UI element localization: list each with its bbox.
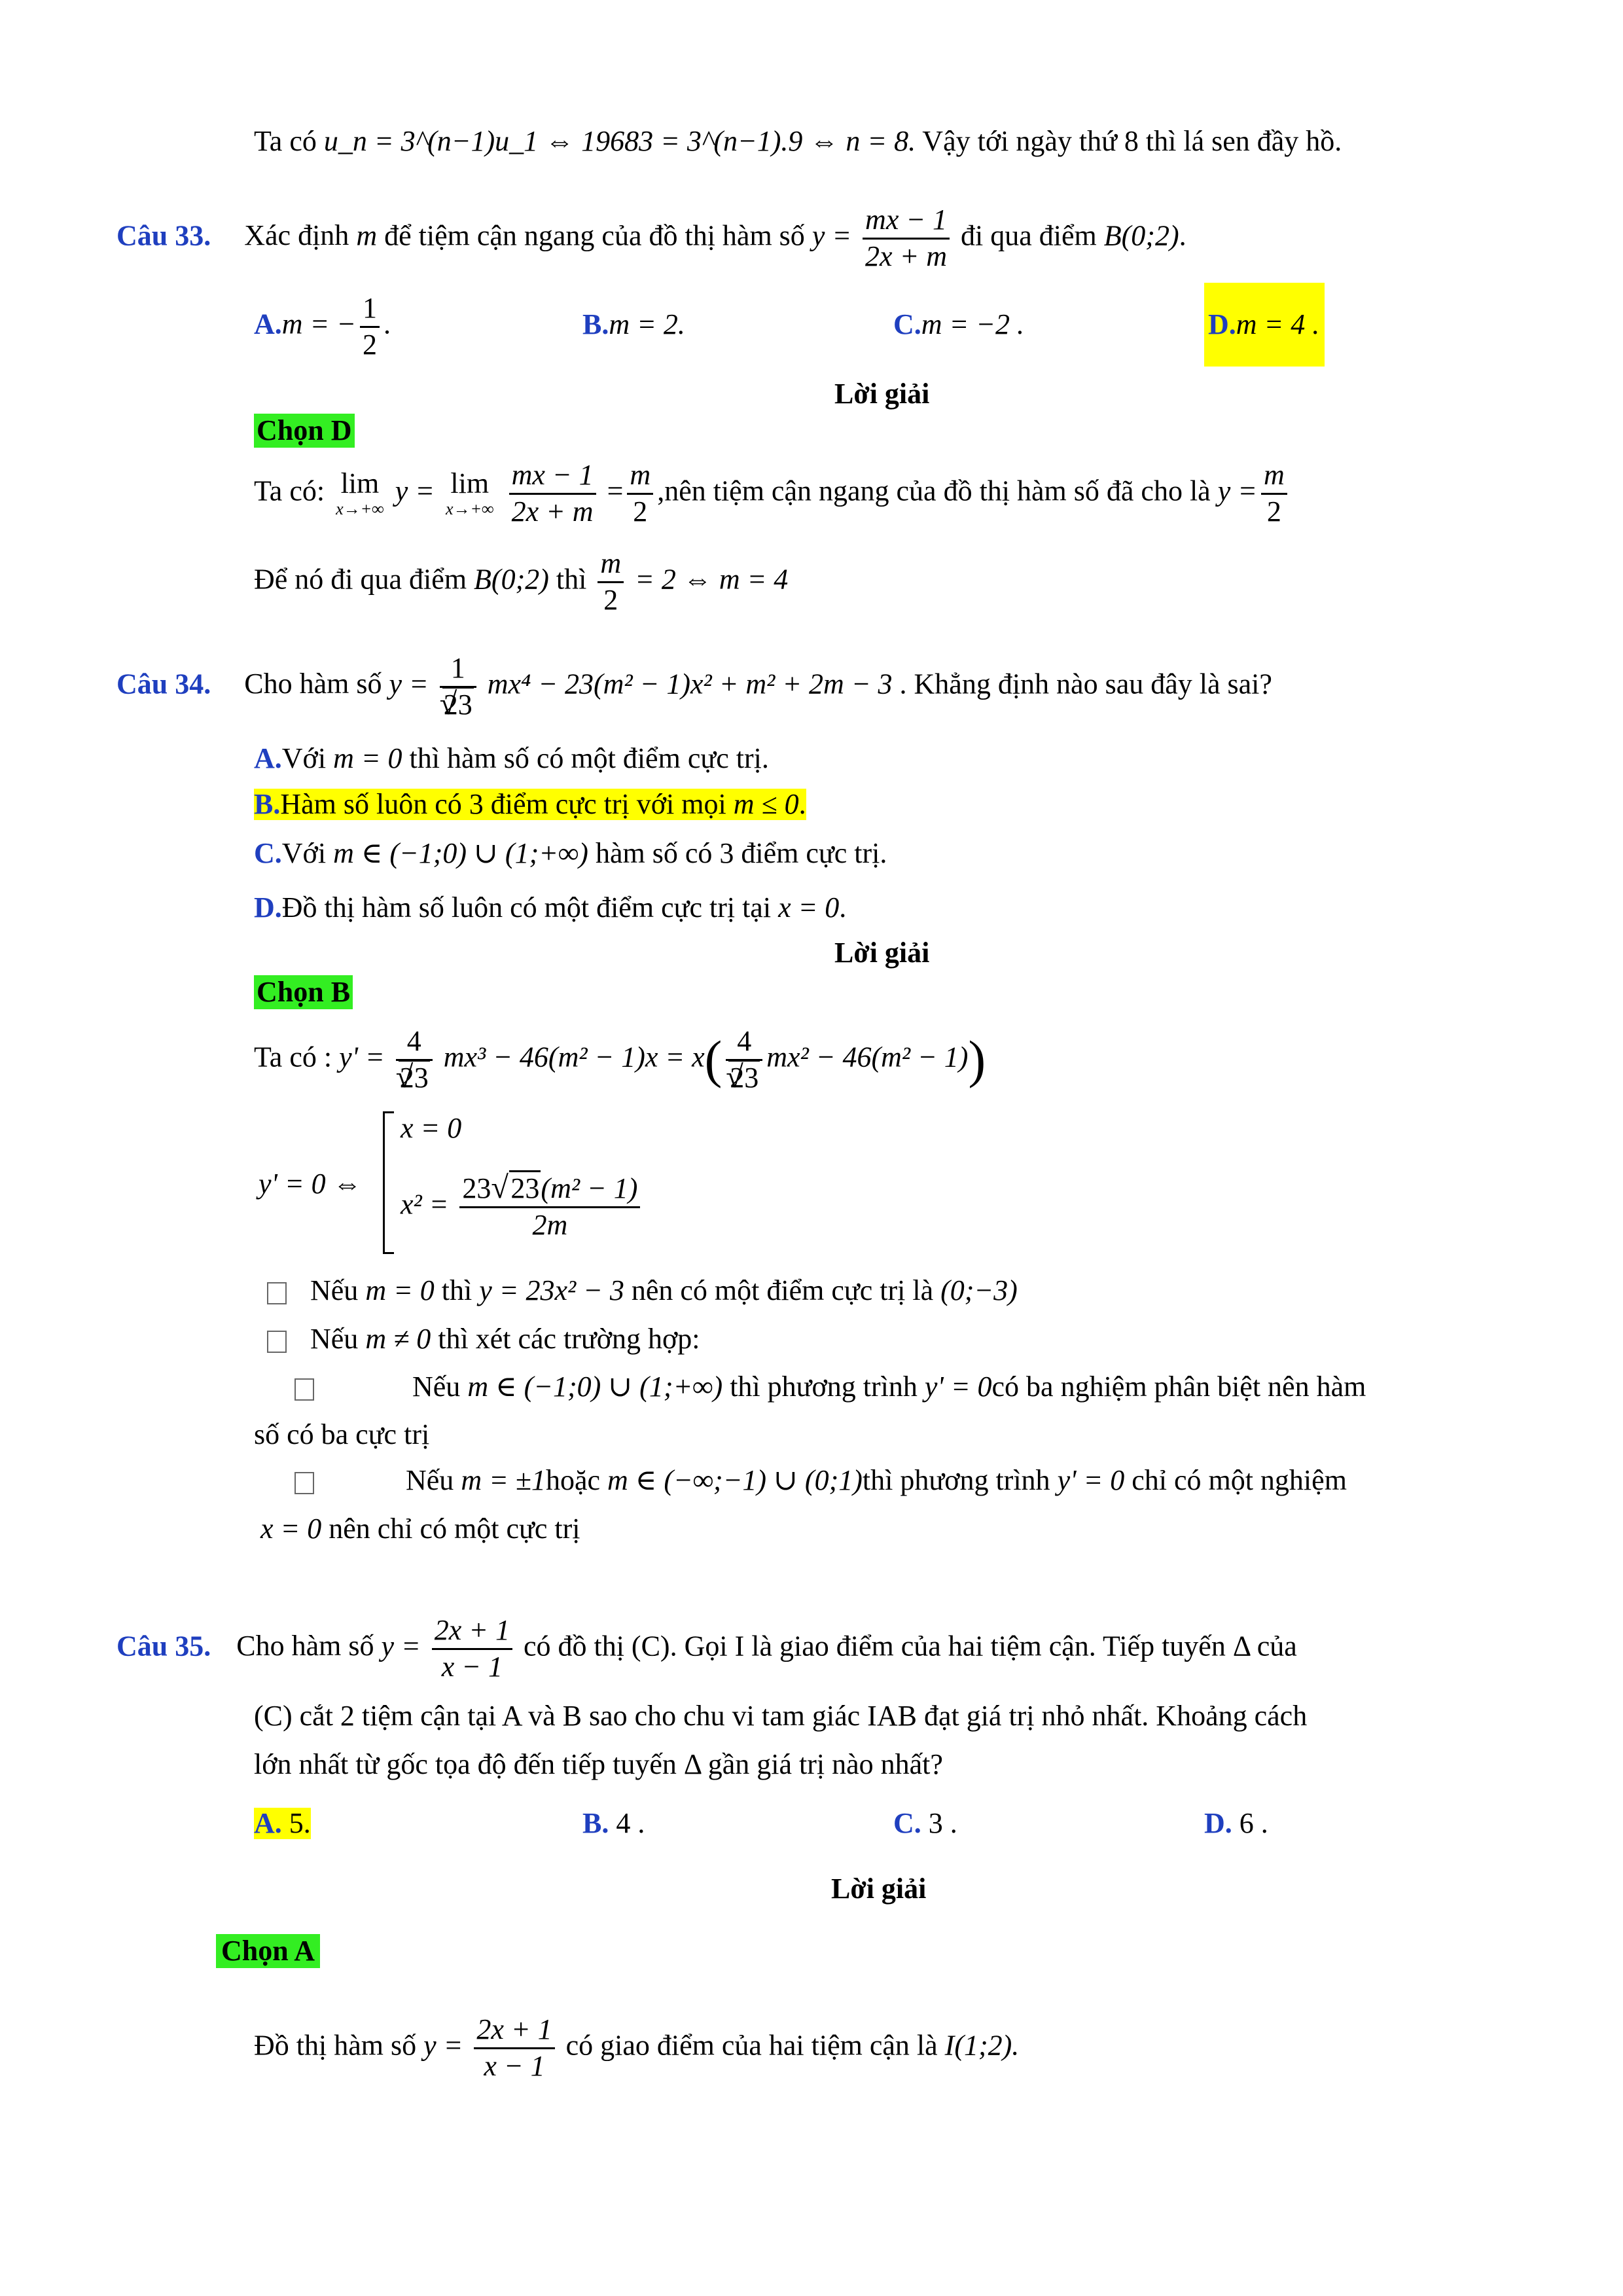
q34-sub1-continuation: số có ba cực trị: [254, 1418, 430, 1450]
q35-option-b: [582, 1808, 645, 1839]
q33-sol-text: ,nên tiệm cận ngang của đồ thị hàm số đã cho là: [657, 475, 1211, 507]
q34-yprime-zero: y' = 0 ⇔: [259, 1168, 362, 1200]
q35-solution-line: Đồ thị hàm số y = $\frac{2x + 1}{x - 1}$ có giao điểm của hai tiệm cận là I(1;2).: [254, 2013, 1019, 2084]
q34-case2: [267, 1323, 700, 1355]
q34-case1-tail: nên có một điểm cực trị là: [631, 1274, 934, 1306]
q33-label: Câu 33.: [116, 219, 211, 252]
q35-option-b-value: 4 .: [616, 1807, 645, 1839]
q34-sub2-tail: thì phương trình: [862, 1464, 1050, 1496]
q33-option-a-expr: m = −: [281, 308, 356, 340]
q35-line1-tail: có đồ thị (C). Gọi I là giao điểm của hai tiệm cận. Tiếp tuyến Δ của: [523, 1630, 1297, 1662]
q33-option-c-expr: m = −2 .: [921, 308, 1024, 340]
q34-option-c-tail: hàm số có 3 điểm cực trị.: [595, 837, 887, 869]
intro-prefix: Ta có: [254, 125, 317, 157]
q35-text-before: Cho hàm số: [236, 1630, 374, 1662]
q34-option-b-text: Hàm số luôn có 3 điểm cực trị với mọi: [280, 788, 726, 820]
q33-solution-line2: Để nó đi qua điểm B(0;2) thì $\frac{m}{2}$ = 2 ⇔ m = 4: [254, 547, 789, 616]
q35-func-num: 2x + 1: [432, 1613, 512, 1650]
q34-solution-title: Lời giải: [834, 937, 930, 969]
q34-case1: [267, 1275, 1018, 1306]
intro-tail: Vậy tới ngày thứ 8 thì lá sen đầy hồ.: [922, 125, 1342, 157]
q33-solution-line1: Ta có: lim x→+∞ y = lim x→+∞ $\frac{mx - 1}{2x + m}$ = $\frac{m}{2}$ ,nên tiệm cận ngang của đồ thị hàm số đã cho là y = $\frac{m}{2}$: [254, 458, 1291, 529]
q33-function-fraction: [863, 203, 950, 274]
q34-choice-badge: Chọn B: [254, 975, 353, 1009]
q33-option-a-letter: A.: [254, 308, 282, 340]
q34-sub2-continuation: [260, 1513, 580, 1545]
q34-sub2-mid: hoặc: [545, 1464, 600, 1496]
q33-text-mid: để tiệm cận ngang của đồ thị hàm số: [384, 219, 805, 252]
q35-sol-prefix: Đồ thị hàm số: [254, 2029, 417, 2062]
q35-option-c-value: 3 .: [928, 1807, 957, 1839]
q34-text-after: . Khẳng định nào sau đây là sai?: [899, 668, 1272, 700]
q33-solution-title: Lời giải: [834, 378, 930, 410]
q34-system-bracket: [383, 1111, 394, 1254]
q33-func-num: mx − 1: [863, 203, 950, 240]
q34-root-x2: x² = $\frac{\text{23√ 23(m² − 1)}}{2m}$: [401, 1172, 644, 1243]
q34-option-a-text: Với: [281, 742, 327, 774]
q34-sub2-end: chỉ có một nghiệm: [1132, 1464, 1347, 1496]
q34-option-b-expr: m ≤ 0: [733, 788, 799, 820]
q34-root-x0: x = 0: [401, 1112, 462, 1144]
q35-func-den: x − 1: [441, 1650, 503, 1683]
q35-sol-func-den: x − 1: [484, 2049, 545, 2082]
intro-equation: u_n = 3^(n−1)u_1 ⇔ 19683 = 3^(n−1).9 ⇔ n = 8.: [323, 125, 916, 157]
q34-sub2-expr2: m ∈ (−∞;−1) ∪ (0;1): [607, 1464, 863, 1496]
q33-option-c: [893, 309, 1024, 340]
q34-sub1-end: có ba nghiệm phân biệt nên hàm: [991, 1371, 1366, 1403]
q33-point: B(0;2): [1103, 219, 1179, 252]
q34-sub2-cont: nên chỉ có một cực trị: [329, 1513, 580, 1545]
q33-text-before: Xác định: [244, 219, 349, 252]
q33-option-a-num: 1: [360, 291, 380, 328]
q34-sub2-cont-expr: x = 0: [260, 1513, 322, 1545]
q35-option-d-letter: D.: [1204, 1807, 1232, 1839]
q33-option-a: A.m = − $\frac{1}{2}$ .: [254, 291, 391, 363]
q35-solution-title: Lời giải: [831, 1873, 927, 1905]
q34-case1-prefix: Nếu: [310, 1274, 359, 1306]
q35-sol-point: I(1;2).: [944, 2029, 1020, 2062]
q33-option-b-letter: B.: [582, 308, 609, 340]
q33-option-b: [582, 309, 685, 340]
q33-option-d-letter: D.: [1208, 308, 1236, 340]
q34-option-b-letter: B.: [254, 788, 281, 820]
q34-option-a-tail: thì hàm số có một điểm cực trị.: [409, 742, 769, 774]
q35-label: Câu 35.: [116, 1630, 211, 1662]
q35-option-a: [254, 1808, 311, 1839]
q35-sol-fraction: [474, 2013, 554, 2084]
q34-case2-prefix: Nếu: [310, 1323, 359, 1355]
q34-option-c-text: Với: [281, 837, 327, 869]
checkbox-bullet-icon: [267, 1331, 287, 1353]
q34-sub2-eq: y' = 0: [1057, 1464, 1125, 1496]
q34-option-c: [254, 838, 887, 869]
q34-coef-fraction: 1 √ 23: [440, 651, 476, 723]
q34-option-a-expr: m = 0: [333, 742, 402, 774]
q34-case1-mid: thì: [441, 1274, 473, 1306]
q35-stem-line2: (C) cắt 2 tiệm cận tại A và B sao cho chu vi tam giác IAB đạt giá trị nhỏ nhất. Khoảng cách: [254, 1700, 1308, 1732]
q33-stem: Câu 33. Xác định m để tiệm cận ngang của đồ thị hàm số y = $\frac{mx - 1}{2x + m}$ đi qua điểm B(0;2).: [116, 203, 1186, 274]
q34-sub1-expr: m ∈ (−1;0) ∪ (1;+∞): [467, 1371, 723, 1403]
q33-sol-frac-den: 2x + m: [511, 495, 594, 528]
q34-subcase2: [294, 1465, 1347, 1496]
q35-option-d: [1204, 1808, 1268, 1839]
q34-sub1-prefix: Nếu: [412, 1371, 461, 1403]
q33-option-d: [1204, 283, 1325, 367]
q35-sol-tail: có giao điểm của hai tiệm cận là: [565, 2029, 938, 2062]
q34-sub2-prefix: Nếu: [406, 1464, 454, 1496]
q33-sol-fraction: [509, 458, 596, 529]
q33-sol2-mid: thì: [556, 563, 587, 596]
q34-deriv-prefix: Ta có :: [254, 1041, 332, 1073]
q33-sol2-point: B(0;2): [474, 563, 549, 596]
q34-option-b-tail: .: [798, 788, 806, 820]
q34-option-b: [254, 789, 806, 820]
intro-line: [254, 126, 1342, 157]
q33-sol2-tail: = 2 ⇔ m = 4: [635, 563, 789, 596]
checkbox-bullet-icon: [267, 1282, 287, 1304]
q35-stem-line1: Câu 35. Cho hàm số y = $\frac{2x + 1}{x - 1}$ có đồ thị (C). Gọi I là giao điểm của hai tiệm cận. Tiếp tuyến Δ của: [116, 1613, 1297, 1685]
q33-option-a-den: 2: [362, 328, 377, 361]
q33-option-b-expr: m = 2.: [609, 308, 685, 340]
q34-case1-point: (0;−3): [940, 1274, 1018, 1306]
q33-lim-sub-2: x→+∞: [445, 499, 494, 519]
q35-stem-line3: lớn nhất từ gốc tọa độ đến tiếp tuyến Δ gần giá trị nào nhất?: [254, 1748, 943, 1780]
q33-option-d-expr: m = 4 .: [1236, 308, 1320, 340]
q35-function-fraction: [432, 1613, 512, 1685]
q33-option-c-letter: C.: [893, 308, 921, 340]
q34-option-a-letter: A.: [254, 742, 282, 774]
q34-sub2-expr: m = ±1: [461, 1464, 546, 1496]
q33-limit-1: lim x→+∞: [336, 467, 384, 519]
checkbox-bullet-icon: [294, 1472, 314, 1494]
q35-option-d-value: 6 .: [1239, 1807, 1268, 1839]
q33-sol-frac-num: mx − 1: [509, 458, 596, 495]
q35-option-c-letter: C.: [893, 1807, 921, 1839]
q34-option-d: [254, 892, 846, 924]
q34-derivative-line: Ta có : y' = 4 √ 23 mx³ − 46(m² − 1)x = x( 4 √ 23 mx² − 46(m² − 1)): [254, 1024, 986, 1096]
q34-case2-expr: m ≠ 0: [365, 1323, 431, 1355]
q33-func-den: 2x + m: [865, 240, 948, 272]
q34-sub1-eq: y' = 0: [924, 1371, 992, 1403]
q34-case1-expr: m = 0: [365, 1274, 435, 1306]
q34-sub1-tail: thì phương trình: [730, 1371, 918, 1403]
q34-stem: Câu 34. Cho hàm số y = 1 √ 23 mx⁴ − 23(m² − 1)x² + m² + 2m − 3 . Khẳng định nào sau đây là sai?: [116, 651, 1272, 723]
q34-option-c-expr: m ∈ (−1;0) ∪ (1;+∞): [333, 837, 588, 869]
q34-text-before: Cho hàm số: [244, 668, 382, 700]
q33-text-after: đi qua điểm: [961, 219, 1097, 252]
q34-label: Câu 34.: [116, 668, 211, 700]
q35-choice-badge: Chọn A: [216, 1934, 320, 1968]
q34-option-d-expr: x = 0: [778, 891, 840, 924]
q34-func-tail: mx⁴ − 23(m² − 1)x² + m² + 2m − 3: [487, 668, 893, 700]
q34-case1-eq: y = 23x² − 3: [479, 1274, 624, 1306]
q35-option-a-value: 5.: [289, 1807, 311, 1839]
q34-option-d-letter: D.: [254, 891, 282, 924]
q34-subcase1: [294, 1371, 1366, 1403]
q33-choice-badge: Chọn D: [254, 414, 355, 448]
q33-sol-prefix: Ta có:: [254, 475, 325, 507]
q35-option-c: [893, 1808, 957, 1839]
q34-option-d-tail: .: [839, 891, 847, 924]
q34-case2-tail: thì xét các trường hợp:: [438, 1323, 700, 1355]
q34-option-d-text: Đồ thị hàm số luôn có một điểm cực trị tại: [281, 891, 772, 924]
q34-option-c-letter: C.: [254, 837, 282, 869]
q33-sol2-prefix: Để nó đi qua điểm: [254, 563, 467, 596]
q33-lim-sub-1: x→+∞: [336, 499, 384, 519]
q33-limit-2: lim x→+∞: [445, 467, 494, 519]
q34-option-a: [254, 743, 769, 774]
q33-option-a-fraction: [360, 291, 380, 363]
q35-option-a-letter: A.: [254, 1807, 282, 1839]
q35-option-b-letter: B.: [582, 1807, 609, 1839]
checkbox-bullet-icon: [294, 1378, 314, 1401]
q35-sol-func-num: 2x + 1: [474, 2013, 554, 2049]
